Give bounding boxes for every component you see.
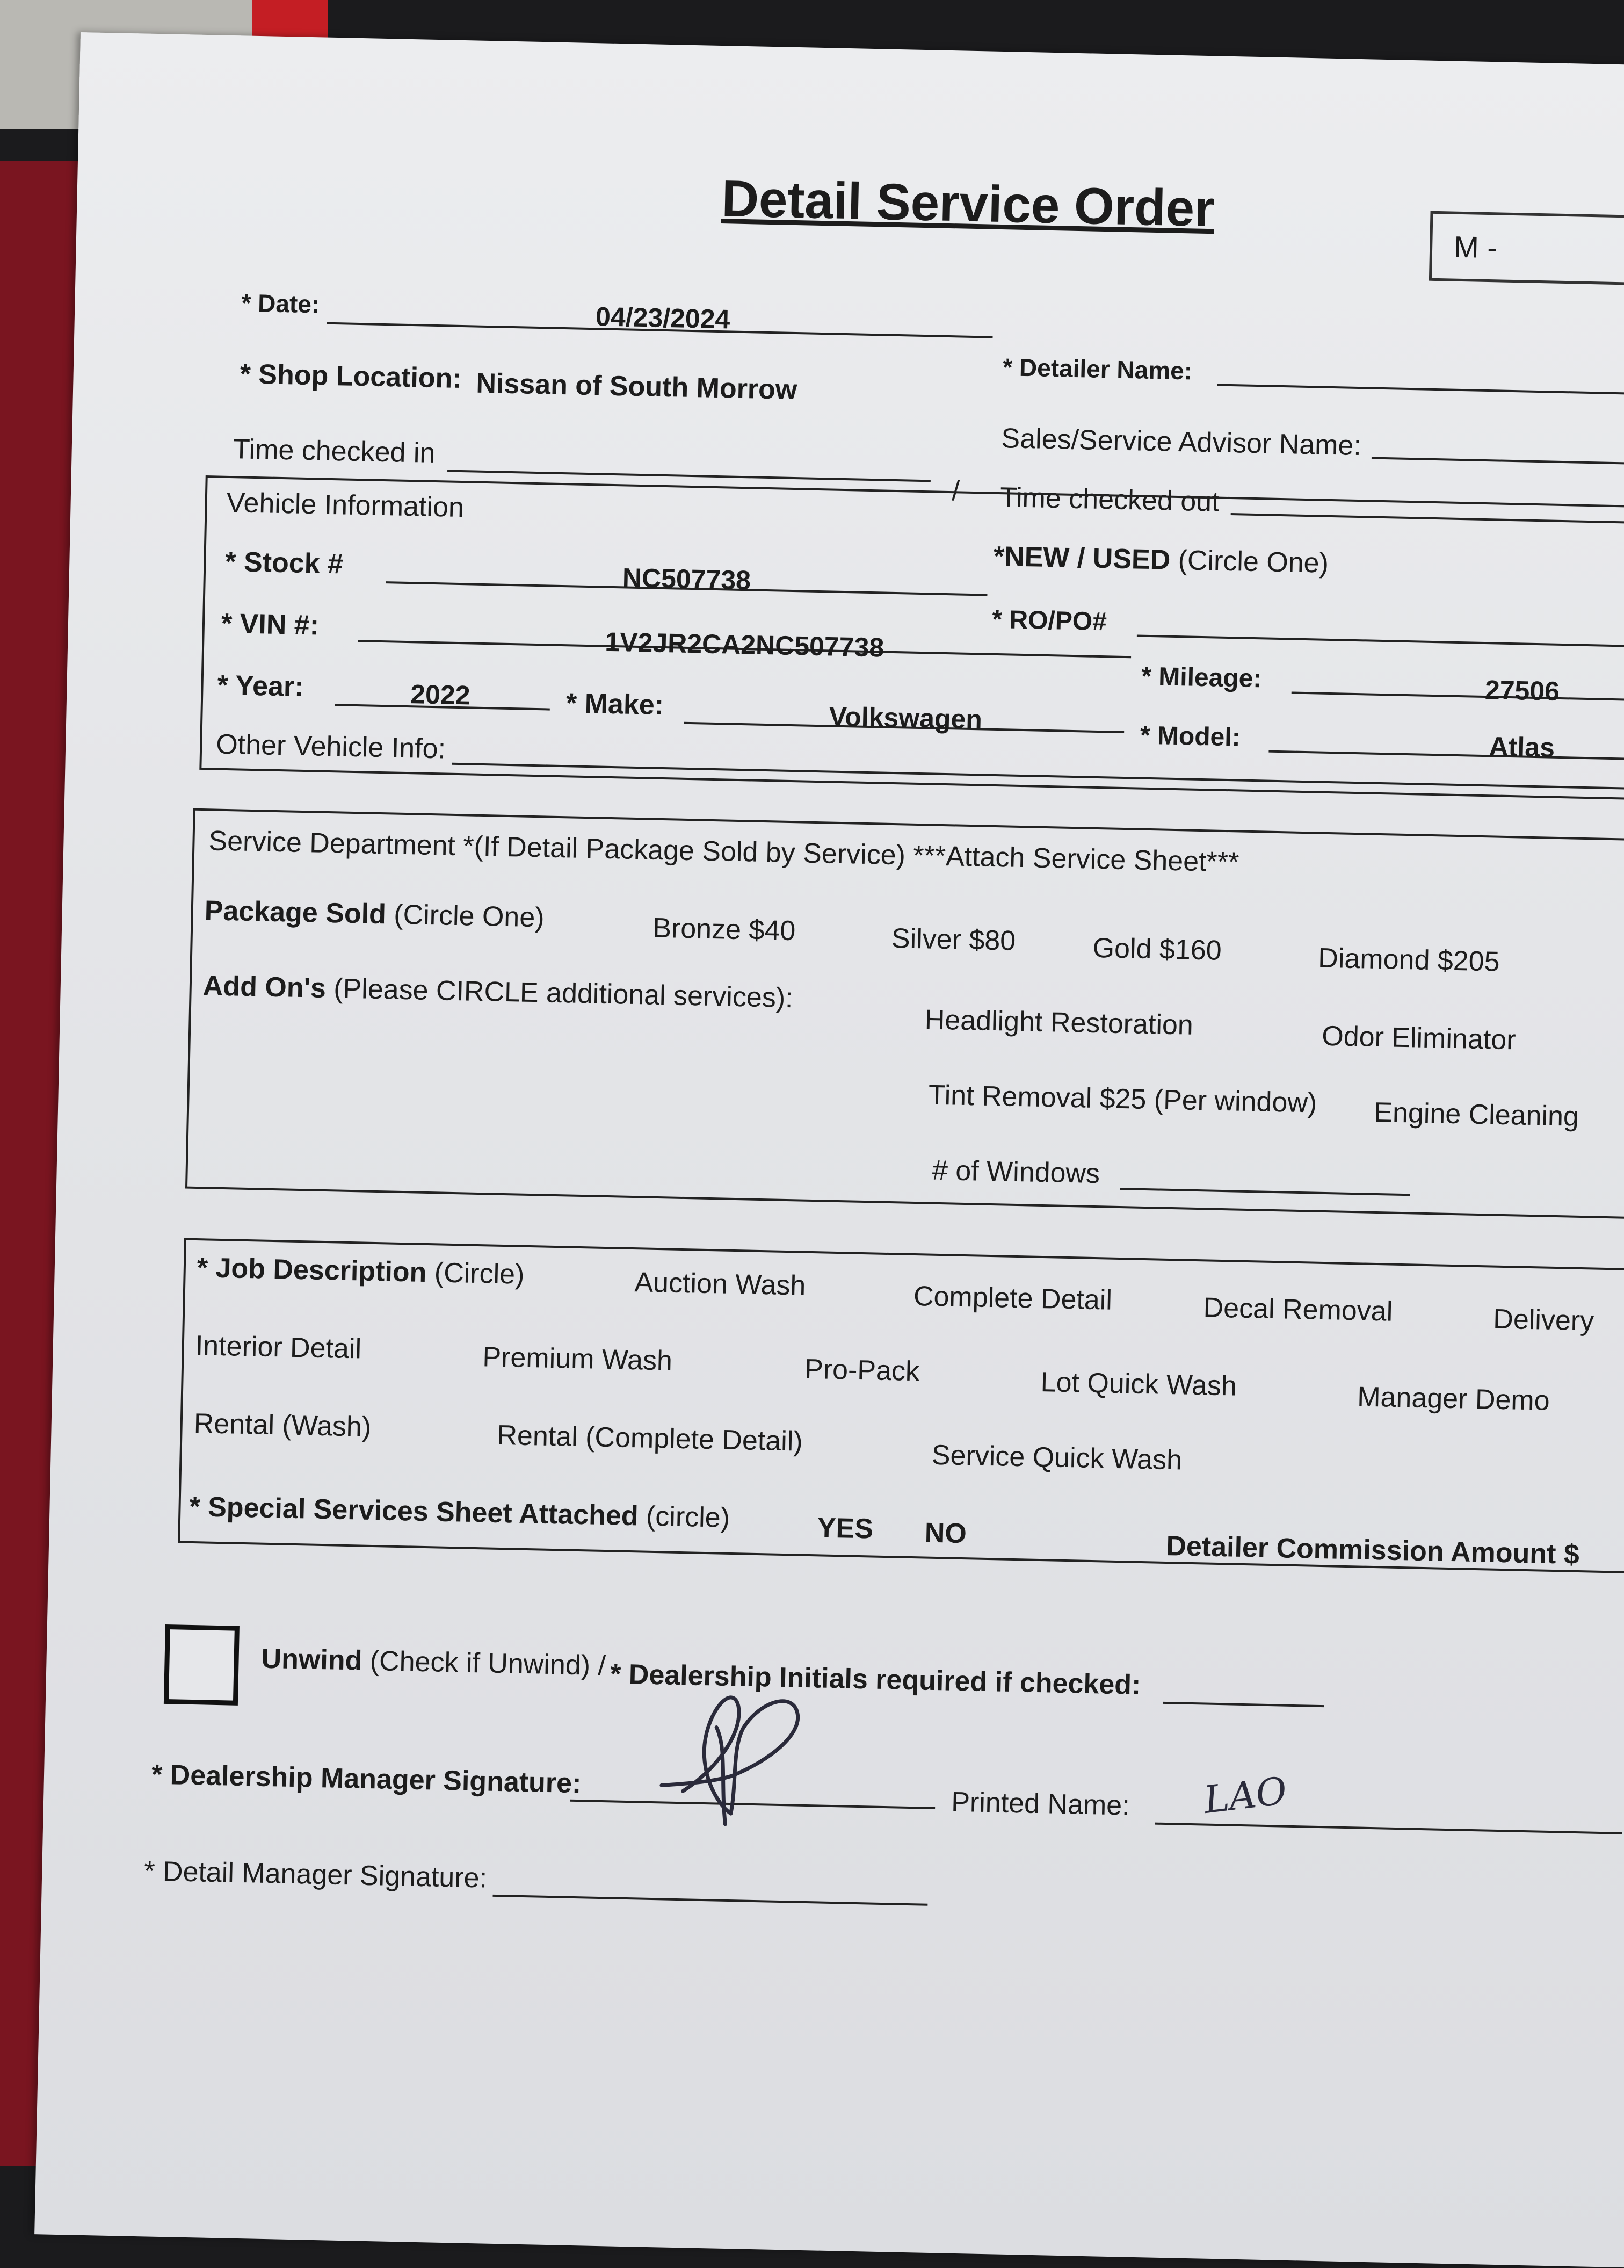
detailer-name-line[interactable] bbox=[1217, 384, 1624, 395]
printed-name-label: Printed Name: bbox=[951, 1786, 1130, 1822]
special-services-label: * Special Services Sheet Attached (circle) bbox=[189, 1491, 730, 1534]
year-value: 2022 bbox=[410, 679, 471, 711]
mileage-value: 27506 bbox=[1484, 675, 1560, 706]
job-auction-wash[interactable]: Auction Wash bbox=[634, 1267, 806, 1302]
other-vehicle-info-label: Other Vehicle Info: bbox=[215, 728, 446, 765]
detail-manager-signature-label: * Detail Manager Signature: bbox=[143, 1855, 488, 1894]
shop-location-label: * Shop Location: bbox=[240, 358, 462, 394]
form-title: Detail Service Order bbox=[721, 170, 1215, 238]
service-department-header: Service Department *(If Detail Package Sold by Service) ***Attach Service Sheet*** bbox=[208, 825, 1239, 878]
stock-label: * Stock # bbox=[224, 546, 344, 580]
job-manager-demo[interactable]: Manager Demo bbox=[1357, 1381, 1550, 1417]
model-value: Atlas bbox=[1489, 731, 1555, 763]
job-rental-complete-detail[interactable]: Rental (Complete Detail) bbox=[496, 1419, 803, 1457]
order-number-box[interactable] bbox=[1429, 211, 1624, 286]
advisor-line[interactable] bbox=[1372, 457, 1624, 465]
time-in-line[interactable] bbox=[447, 470, 931, 482]
dealership-initials-line[interactable] bbox=[1163, 1702, 1324, 1707]
package-diamond[interactable]: Diamond $205 bbox=[1317, 942, 1500, 978]
model-label: * Model: bbox=[1140, 721, 1241, 752]
package-gold[interactable]: Gold $160 bbox=[1092, 932, 1222, 966]
job-interior-detail[interactable]: Interior Detail bbox=[195, 1330, 362, 1365]
vin-value: 1V2JR2CA2NC507738 bbox=[604, 626, 885, 663]
job-decal-removal[interactable]: Decal Removal bbox=[1203, 1292, 1393, 1327]
make-label: * Make: bbox=[566, 688, 664, 721]
job-complete-detail[interactable]: Complete Detail bbox=[913, 1281, 1113, 1316]
detailer-name-label: * Detailer Name: bbox=[1002, 353, 1193, 385]
dealership-manager-signature-label: * Dealership Manager Signature: bbox=[151, 1759, 582, 1800]
windows-count-label: # of Windows bbox=[932, 1154, 1100, 1190]
stock-value: NC507738 bbox=[622, 562, 751, 596]
service-order-sheet bbox=[34, 32, 1624, 2268]
year-label: * Year: bbox=[216, 669, 305, 703]
special-services-no[interactable]: NO bbox=[924, 1517, 967, 1550]
advisor-label: Sales/Service Advisor Name: bbox=[1001, 423, 1362, 462]
detail-manager-signature-line[interactable] bbox=[492, 1895, 927, 1906]
job-service-quick-wash[interactable]: Service Quick Wash bbox=[931, 1439, 1183, 1476]
job-lot-quick-wash[interactable]: Lot Quick Wash bbox=[1040, 1366, 1237, 1402]
addon-headlight-restoration[interactable]: Headlight Restoration bbox=[924, 1004, 1194, 1041]
package-sold-label: Package Sold (Circle One) bbox=[204, 895, 545, 934]
addon-engine-cleaning[interactable]: Engine Cleaning bbox=[1373, 1096, 1579, 1132]
shop-location-value: Nissan of South Morrow bbox=[475, 367, 798, 406]
special-services-yes[interactable]: YES bbox=[817, 1512, 874, 1545]
date-label: * Date: bbox=[241, 288, 320, 319]
job-description-label: * Job Description (Circle) bbox=[197, 1252, 525, 1290]
dealership-initials-label: * Dealership Initials required if checked: bbox=[610, 1658, 1141, 1701]
time-out-label: Time checked out bbox=[999, 482, 1220, 518]
job-pro-pack[interactable]: Pro-Pack bbox=[804, 1353, 920, 1388]
printed-name-value: LAO bbox=[1201, 1768, 1289, 1822]
new-used-label: *NEW / USED bbox=[993, 540, 1171, 576]
add-ons-label: Add On's (Please CIRCLE additional services): bbox=[202, 970, 794, 1014]
printed-name-line[interactable] bbox=[1155, 1823, 1622, 1834]
time-in-label: Time checked in bbox=[233, 434, 436, 469]
commission-label: Detailer Commission Amount $ bbox=[1165, 1530, 1580, 1571]
make-value: Volkswagen bbox=[829, 701, 983, 735]
vehicle-section-label: Vehicle Information bbox=[226, 487, 465, 524]
ro-po-label: * RO/PO# bbox=[991, 605, 1107, 637]
addon-tint-removal[interactable]: Tint Removal $25 (Per window) bbox=[928, 1079, 1317, 1119]
package-bronze[interactable]: Bronze $40 bbox=[652, 912, 796, 947]
new-used-note: (Circle One) bbox=[1178, 545, 1329, 579]
dealership-manager-signature bbox=[650, 1672, 868, 1838]
job-delivery[interactable]: Delivery bbox=[1492, 1303, 1594, 1337]
date-value: 04/23/2024 bbox=[595, 301, 730, 335]
package-silver[interactable]: Silver $80 bbox=[891, 922, 1016, 957]
unwind-checkbox[interactable] bbox=[164, 1624, 240, 1706]
unwind-label: Unwind (Check if Unwind) / bbox=[261, 1643, 606, 1682]
time-slash: / bbox=[951, 475, 960, 507]
job-premium-wash[interactable]: Premium Wash bbox=[482, 1341, 673, 1377]
vin-label: * VIN #: bbox=[221, 608, 320, 641]
job-rental-wash[interactable]: Rental (Wash) bbox=[193, 1407, 372, 1443]
mileage-label: * Mileage: bbox=[1141, 662, 1262, 694]
order-number-label: M - bbox=[1453, 229, 1498, 265]
addon-odor-eliminator[interactable]: Odor Eliminator bbox=[1321, 1020, 1517, 1056]
